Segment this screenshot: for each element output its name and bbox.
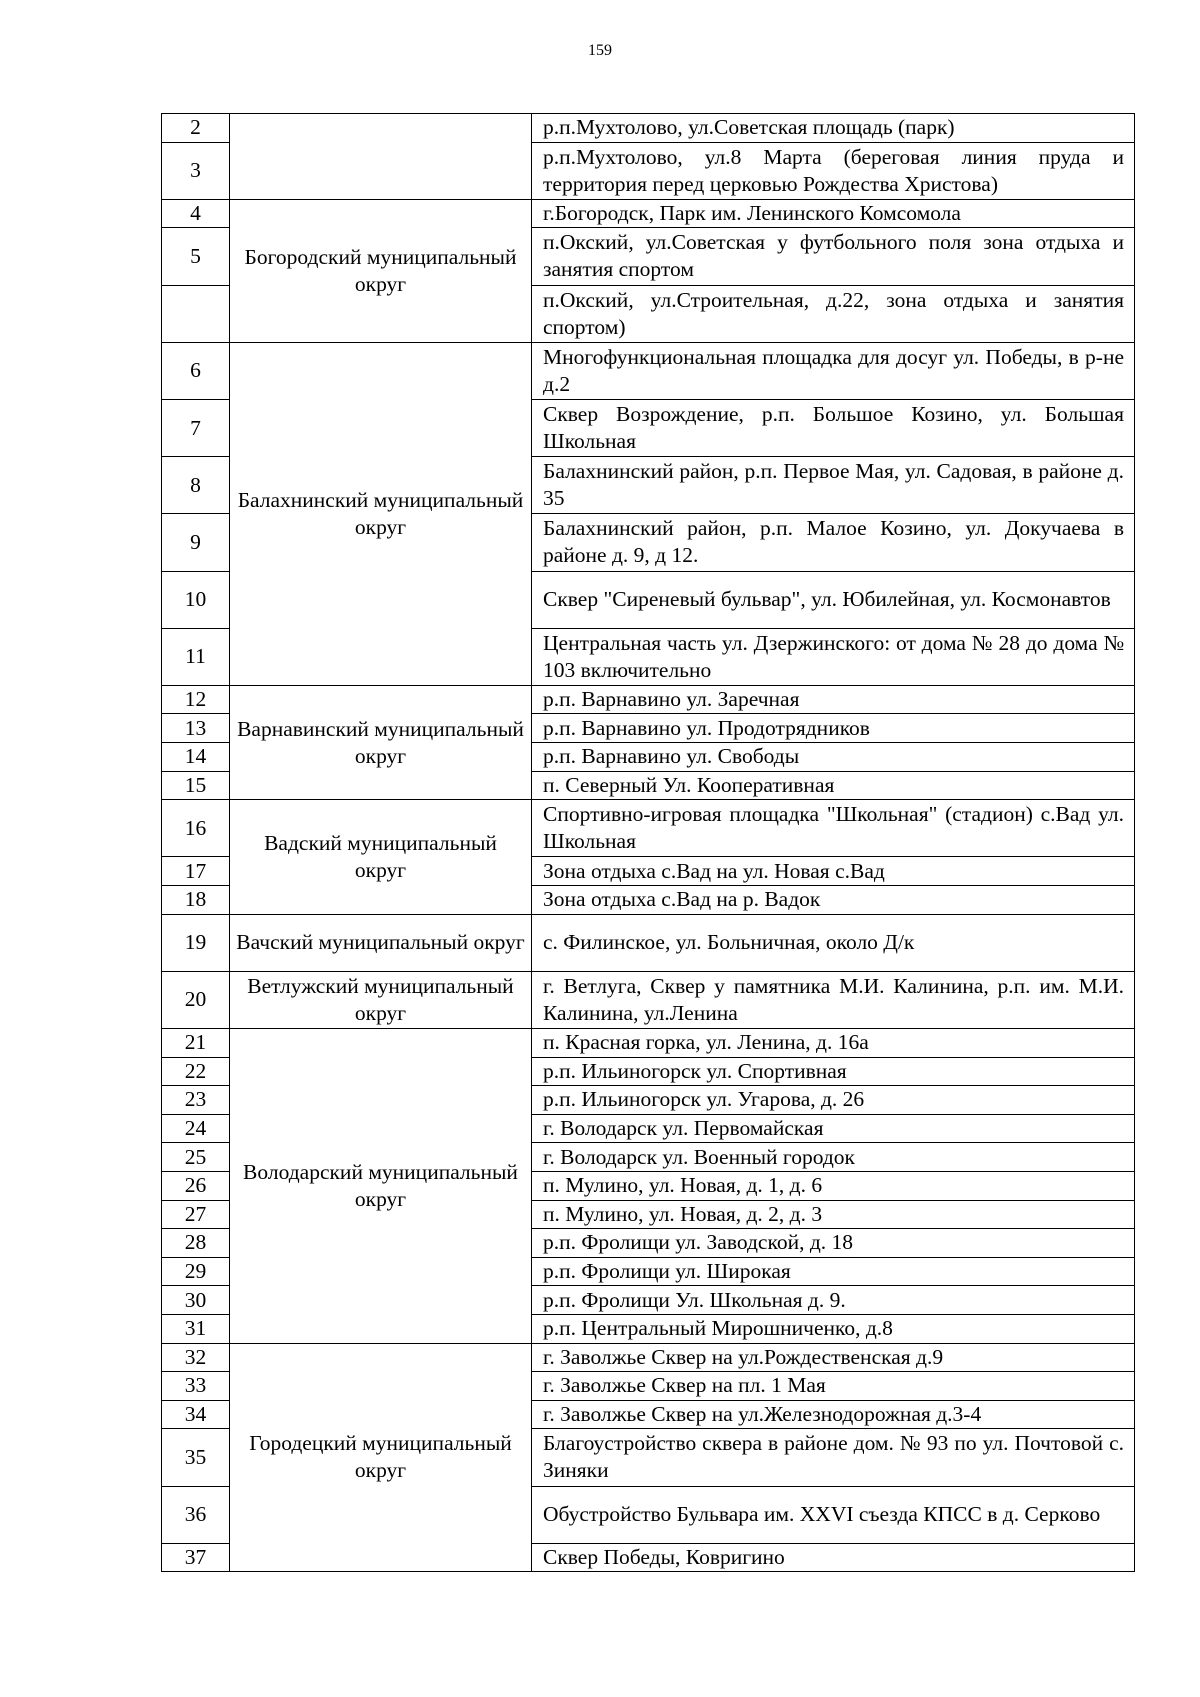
location-cell: г. Заволжье Сквер на пл. 1 Мая — [532, 1372, 1135, 1401]
location-cell: Многофункциональная площадка для досуг ул. Победы, в р-не д.2 — [532, 342, 1135, 399]
row-number: 20 — [162, 971, 230, 1028]
location-cell: г. Володарск ул. Военный городок — [532, 1143, 1135, 1172]
district-cell: Варнавинский муниципальный округ — [230, 685, 532, 799]
location-cell: Сквер "Сиреневый бульвар", ул. Юбилейная, ул. Космонавтов — [532, 571, 1135, 628]
location-cell: р.п. Центральный Мирошниченко, д.8 — [532, 1314, 1135, 1343]
row-number — [162, 285, 230, 342]
location-cell: Спортивно-игровая площадка "Школьная" (стадион) с.Вад ул. Школьная — [532, 800, 1135, 857]
location-cell: Зона отдыха с.Вад на ул. Новая с.Вад — [532, 857, 1135, 886]
row-number: 37 — [162, 1543, 230, 1572]
location-cell: с. Филинское, ул. Больничная, около Д/к — [532, 914, 1135, 971]
location-cell: п.Окский, ул.Строительная, д.22, зона отдыха и занятия спортом) — [532, 285, 1135, 342]
location-cell: п. Северный Ул. Кооперативная — [532, 771, 1135, 800]
location-cell: Центральная часть ул. Дзержинского: от дома № 28 до дома № 103 включительно — [532, 628, 1135, 685]
district-cell: Вадский муниципальный округ — [230, 800, 532, 914]
location-cell: г.Богородск, Парк им. Ленинского Комсомола — [532, 199, 1135, 228]
row-number: 33 — [162, 1372, 230, 1401]
location-cell: р.п. Фролищи Ул. Школьная д. 9. — [532, 1286, 1135, 1315]
row-number: 21 — [162, 1029, 230, 1058]
location-cell: г. Заволжье Сквер на ул.Железнодорожная д.3-4 — [532, 1400, 1135, 1429]
location-cell: Балахнинский район, р.п. Малое Козино, ул. Докучаева в районе д. 9, д 12. — [532, 514, 1135, 571]
location-cell: п.Окский, ул.Советская у футбольного поля зона отдыха и занятия спортом — [532, 228, 1135, 285]
row-number: 3 — [162, 142, 230, 199]
district-cell: Вачский муниципальный округ — [230, 914, 532, 971]
table-row — [162, 800, 1135, 857]
location-cell: Благоустройство сквера в районе дом. № 93 по ул. Почтовой с. Зиняки — [532, 1429, 1135, 1486]
location-cell: Обустройство Бульвара им. XXVI съезда КПСС в д. Серково — [532, 1486, 1135, 1543]
location-cell: р.п. Ильиногорск ул. Угарова, д. 26 — [532, 1086, 1135, 1115]
location-cell: г. Ветлуга, Сквер у памятника М.И. Калинина, р.п. им. М.И. Калинина, ул.Ленина — [532, 971, 1135, 1028]
location-cell: Сквер Возрождение, р.п. Большое Козино, ул. Большая Школьная — [532, 399, 1135, 456]
location-cell: г. Заволжье Сквер на ул.Рождественская д.9 — [532, 1343, 1135, 1372]
district-cell: Городецкий муниципальный округ — [230, 1343, 532, 1572]
row-number: 17 — [162, 857, 230, 886]
table-row — [162, 1029, 1135, 1058]
row-number: 4 — [162, 199, 230, 228]
location-cell: р.п. Фролищи ул. Заводской, д. 18 — [532, 1229, 1135, 1258]
row-number: 23 — [162, 1086, 230, 1115]
district-cell: Ветлужский муниципальный округ — [230, 971, 532, 1028]
row-number: 19 — [162, 914, 230, 971]
location-cell: р.п. Варнавино ул. Продотрядников — [532, 714, 1135, 743]
location-cell: п. Красная горка, ул. Ленина, д. 16а — [532, 1029, 1135, 1058]
location-cell: р.п. Варнавино ул. Свободы — [532, 743, 1135, 772]
district-cell-empty — [230, 114, 532, 200]
row-number: 36 — [162, 1486, 230, 1543]
district-cell: Балахнинский муниципальный округ — [230, 342, 532, 685]
row-number: 31 — [162, 1314, 230, 1343]
row-number: 26 — [162, 1171, 230, 1200]
row-number: 9 — [162, 514, 230, 571]
locations-table — [161, 113, 1135, 1572]
row-number: 24 — [162, 1114, 230, 1143]
row-number: 5 — [162, 228, 230, 285]
location-cell: г. Володарск ул. Первомайская — [532, 1114, 1135, 1143]
row-number: 7 — [162, 399, 230, 456]
location-cell: Сквер Победы, Ковригино — [532, 1543, 1135, 1572]
row-number: 29 — [162, 1257, 230, 1286]
row-number: 14 — [162, 743, 230, 772]
table-row — [162, 971, 1135, 1028]
table-row — [162, 342, 1135, 399]
location-cell: р.п. Варнавино ул. Заречная — [532, 685, 1135, 714]
table-row — [162, 685, 1135, 714]
row-number: 16 — [162, 800, 230, 857]
district-cell: Володарский муниципальный округ — [230, 1029, 532, 1344]
location-cell: п. Мулино, ул. Новая, д. 2, д. 3 — [532, 1200, 1135, 1229]
location-cell: Зона отдыха с.Вад на р. Вадок — [532, 886, 1135, 915]
row-number: 25 — [162, 1143, 230, 1172]
row-number: 18 — [162, 886, 230, 915]
page-number: 159 — [588, 42, 612, 59]
table-row — [162, 114, 1135, 143]
location-cell: п. Мулино, ул. Новая, д. 1, д. 6 — [532, 1171, 1135, 1200]
row-number: 12 — [162, 685, 230, 714]
location-cell: Балахнинский район, р.п. Первое Мая, ул. Садовая, в районе д. 35 — [532, 457, 1135, 514]
row-number: 13 — [162, 714, 230, 743]
row-number: 8 — [162, 457, 230, 514]
row-number: 11 — [162, 628, 230, 685]
location-cell: р.п. Фролищи ул. Широкая — [532, 1257, 1135, 1286]
row-number: 10 — [162, 571, 230, 628]
row-number: 27 — [162, 1200, 230, 1229]
location-cell: р.п. Ильиногорск ул. Спортивная — [532, 1057, 1135, 1086]
district-cell: Богородский муниципальный округ — [230, 199, 532, 342]
row-number: 28 — [162, 1229, 230, 1258]
row-number: 2 — [162, 114, 230, 143]
row-number: 22 — [162, 1057, 230, 1086]
location-cell: р.п.Мухтолово, ул.8 Марта (береговая линия пруда и территория перед церковью Рождества Христова) — [532, 142, 1135, 199]
row-number: 6 — [162, 342, 230, 399]
table-row — [162, 1343, 1135, 1372]
row-number: 34 — [162, 1400, 230, 1429]
row-number: 35 — [162, 1429, 230, 1486]
row-number: 30 — [162, 1286, 230, 1315]
row-number: 32 — [162, 1343, 230, 1372]
table-row — [162, 199, 1135, 228]
row-number: 15 — [162, 771, 230, 800]
table-row — [162, 914, 1135, 971]
location-cell: р.п.Мухтолово, ул.Советская площадь (парк) — [532, 114, 1135, 143]
